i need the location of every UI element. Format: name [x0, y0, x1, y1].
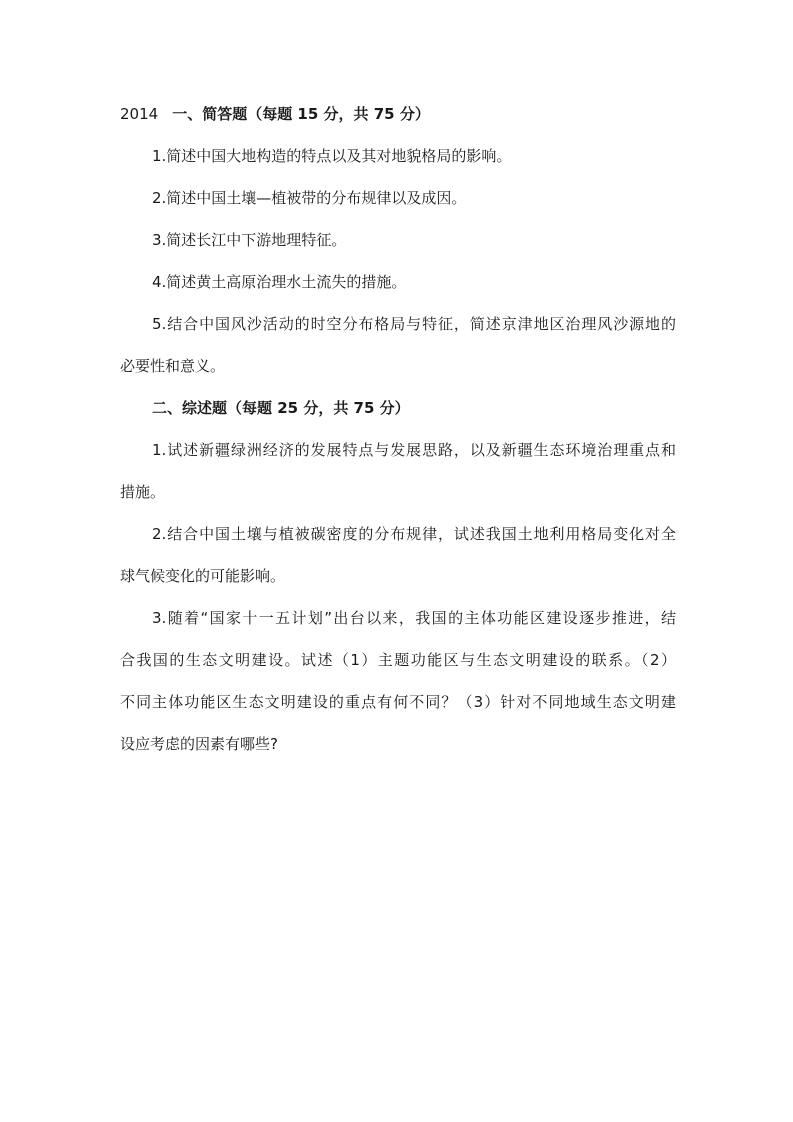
section2-question-2-line-1: 2.结合中国土壤与植被碳密度的分布规律，试述我国土地利用格局变化对全 — [152, 525, 676, 543]
section1-question-5-line-2: 必要性和意义。 — [120, 357, 226, 375]
section1-question-4: 4.简述黄土高原治理水土流失的措施。 — [152, 273, 407, 291]
section2-question-3-line-4: 设应考虑的因素有哪些? — [120, 735, 278, 753]
section1-heading: 一、简答题（每题 15 分，共 75 分） — [172, 105, 430, 123]
section2-question-3-line-3: 不同主体功能区生态文明建设的重点有何不同？（3）针对不同地域生态文明建 — [120, 693, 676, 711]
section1-question-5-line-1: 5.结合中国风沙活动的时空分布格局与特征，简述京津地区治理风沙源地的 — [152, 315, 676, 333]
section2-question-1-line-2: 措施。 — [120, 483, 166, 501]
section2-question-3-line-1: 3.随着“国家十一五计划”出台以来，我国的主体功能区建设逐步推进，结 — [152, 609, 676, 627]
section1-question-3: 3.简述长江中下游地理特征。 — [152, 231, 347, 249]
section2-heading: 二、综述题（每题 25 分，共 75 分） — [152, 399, 410, 417]
section2-question-1-line-1: 1.试述新疆绿洲经济的发展特点与发展思路，以及新疆生态环境治理重点和 — [152, 441, 676, 459]
section1-question-2: 2.简述中国土壤—植被带的分布规律以及成因。 — [152, 189, 467, 207]
section2-question-2-line-2: 球气候变化的可能影响。 — [120, 567, 286, 585]
section2-question-3-line-2: 合我国的生态文明建设。试述（1）主题功能区与生态文明建设的联系。（2） — [120, 651, 676, 669]
exam-year: 2014 — [120, 105, 159, 123]
section1-heading-line — [120, 104, 676, 124]
section1-question-1: 1.简述中国大地构造的特点以及其对地貌格局的影响。 — [152, 147, 512, 165]
document-body — [120, 104, 676, 754]
